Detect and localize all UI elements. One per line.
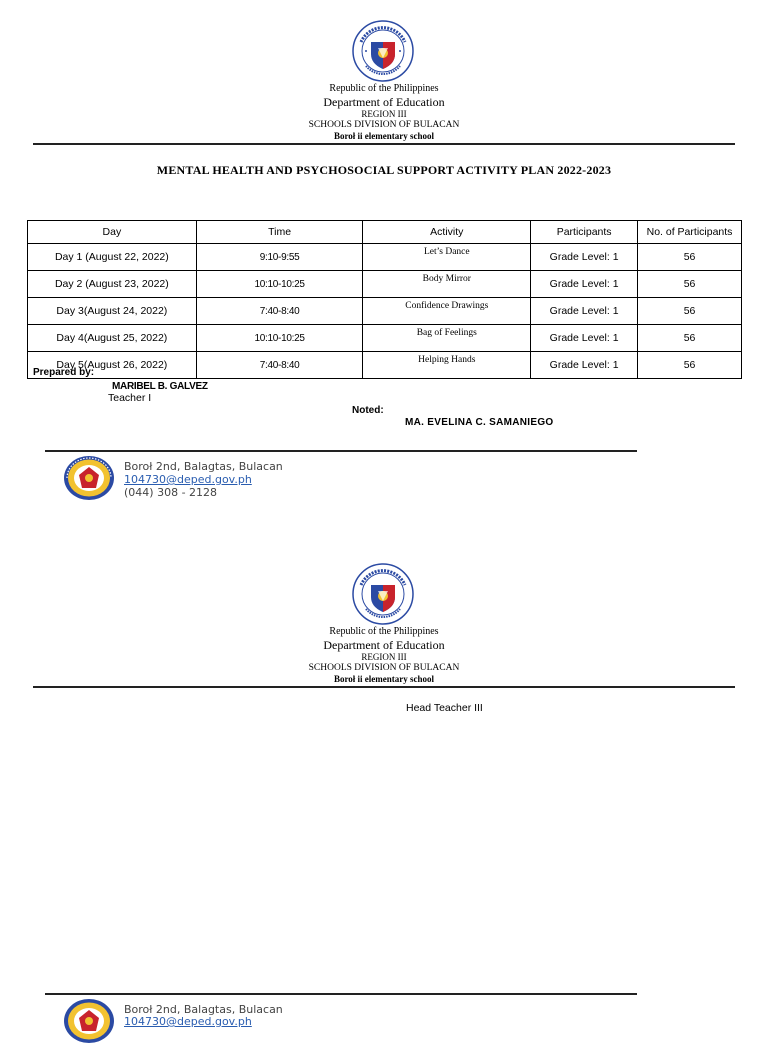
table-row [28,352,742,379]
republic-text: Republic of the Philippines [329,83,439,94]
count-cell: 56 [638,298,742,325]
footer-phone: (044) 308 - 2128 [124,486,218,499]
school-text: Boroł ii elementary school [333,674,435,684]
republic-text: Republic of the Philippines [329,626,439,637]
table-row [28,325,742,352]
participants-cell: Grade Level: 1 [531,271,638,298]
prepared-title: Teacher I [108,392,152,404]
participants-cell: Grade Level: 1 [531,298,638,325]
table-row [28,244,742,271]
day-cell: Day 3(August 24, 2022) [28,298,197,325]
deped-seal-icon [352,20,414,82]
table-row [28,271,742,298]
region-text: REGION III [361,652,407,662]
table-row [28,298,742,325]
prepared-by-label: Prepared by: [33,367,95,378]
header-time: Time [196,221,363,244]
region-text: REGION III [361,109,407,119]
count-cell: 56 [638,244,742,271]
table-header-row [28,221,742,244]
time-cell: 10:10-10:25 [196,325,363,352]
prepared-name: MARIBEL B. GALVEZ [112,381,208,392]
department-text: Department of Education [323,638,445,652]
count-cell: 56 [638,271,742,298]
footer-divider [45,993,637,995]
division-text: SCHOOLS DIVISION OF BULACAN [308,663,460,673]
deped-seal-icon [352,563,414,625]
activity-cell: Bag of Feelings [363,325,531,352]
activity-plan-table [27,220,742,379]
footer-address: Boroł 2nd, Balagtas, Bulacan [124,1003,283,1016]
day-cell: Day 4(August 25, 2022) [28,325,197,352]
school-seal-icon [63,455,115,501]
plan-title: MENTAL HEALTH AND PSYCHOSOCIAL SUPPORT ACTIVITY PLAN 2022-2023 [156,163,612,177]
footer-address: Boroł 2nd, Balagtas, Bulacan [124,460,283,473]
activity-cell: Helping Hands [363,352,531,379]
activity-cell: Confidence Drawings [363,298,531,325]
footer-email-link[interactable]: 104730@deped.gov.ph [124,473,252,486]
header-divider [33,143,735,145]
header-day: Day [28,221,197,244]
header-divider [33,686,735,688]
school-text: Boroł ii elementary school [333,131,435,141]
time-cell: 9:10-9:55 [196,244,363,271]
header-count: No. of Participants [638,221,742,244]
noted-title: Head Teacher III [406,702,483,714]
day-cell: Day 5(August 26, 2022) [28,352,197,379]
time-cell: 7:40-8:40 [196,352,363,379]
division-text: SCHOOLS DIVISION OF BULACAN [308,120,460,130]
footer-divider [45,450,637,452]
noted-label: Noted: [352,405,384,416]
footer-email-link[interactable]: 104730@deped.gov.ph [124,1015,252,1028]
noted-name: MA. EVELINA C. SAMANIEGO [405,417,554,428]
count-cell: 56 [638,352,742,379]
activity-cell: Let’s Dance [363,244,531,271]
school-seal-icon [63,998,115,1044]
participants-cell: Grade Level: 1 [531,325,638,352]
time-cell: 10:10-10:25 [196,271,363,298]
department-text: Department of Education [323,95,445,109]
header-activity: Activity [363,221,531,244]
day-cell: Day 1 (August 22, 2022) [28,244,197,271]
day-cell: Day 2 (August 23, 2022) [28,271,197,298]
header-participants: Participants [531,221,638,244]
participants-cell: Grade Level: 1 [531,352,638,379]
count-cell: 56 [638,325,742,352]
activity-cell: Body Mirror [363,271,531,298]
participants-cell: Grade Level: 1 [531,244,638,271]
time-cell: 7:40-8:40 [196,298,363,325]
